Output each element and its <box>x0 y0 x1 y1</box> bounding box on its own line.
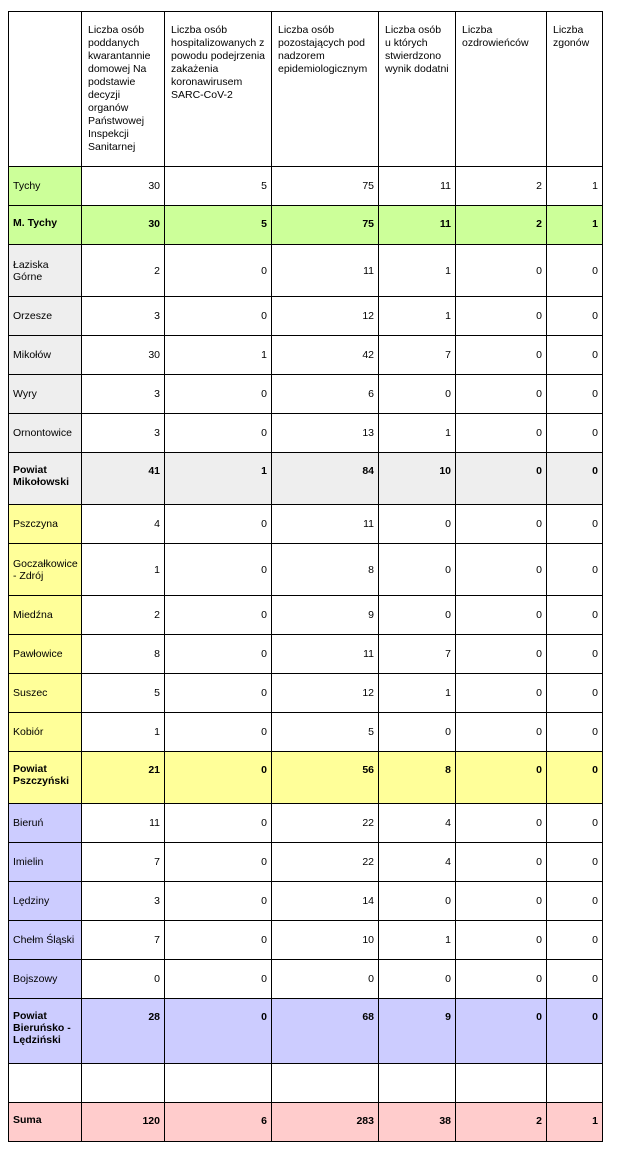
value-cell: 0 <box>547 414 603 453</box>
covid-statistics-table <box>8 11 603 1142</box>
value-cell: 0 <box>547 453 603 505</box>
value-cell: 30 <box>82 206 165 245</box>
header-positive: Liczba osób u których stwierdzono wynik dodatni <box>379 12 456 167</box>
row-label: Chełm Śląski <box>9 921 82 960</box>
value-cell: 0 <box>456 713 547 752</box>
value-cell: 2 <box>456 1103 547 1142</box>
header-cell-empty <box>9 12 82 167</box>
value-cell: 84 <box>272 453 379 505</box>
value-cell: 1 <box>165 453 272 505</box>
summary-row <box>9 453 603 505</box>
value-cell: 0 <box>456 635 547 674</box>
table-row <box>9 843 603 882</box>
value-cell: 0 <box>165 635 272 674</box>
row-label: Lędziny <box>9 882 82 921</box>
value-cell <box>547 1064 603 1103</box>
value-cell: 0 <box>165 960 272 999</box>
value-cell: 0 <box>165 674 272 713</box>
row-label: Miedźna <box>9 596 82 635</box>
value-cell: 1 <box>547 206 603 245</box>
value-cell: 0 <box>456 596 547 635</box>
value-cell: 0 <box>456 999 547 1064</box>
value-cell: 0 <box>379 960 456 999</box>
row-label: Goczałkowice - Zdrój <box>9 544 82 596</box>
value-cell: 0 <box>547 752 603 804</box>
value-cell: 1 <box>165 336 272 375</box>
value-cell: 0 <box>165 843 272 882</box>
value-cell: 56 <box>272 752 379 804</box>
row-label: Wyry <box>9 375 82 414</box>
value-cell: 2 <box>456 206 547 245</box>
value-cell: 0 <box>456 674 547 713</box>
summary-row <box>9 999 603 1064</box>
header-supervision: Liczba osób pozostających pod nadzorem epidemiologicznym <box>272 12 379 167</box>
header-quarantine: Liczba osób poddanych kwarantannie domowej Na podstawie decyzji organów Państwowej Inspekcji Sanitarnej <box>82 12 165 167</box>
row-label: Kobiór <box>9 713 82 752</box>
value-cell: 7 <box>379 635 456 674</box>
value-cell: 11 <box>272 245 379 297</box>
value-cell: 283 <box>272 1103 379 1142</box>
table-row <box>9 245 603 297</box>
value-cell: 22 <box>272 804 379 843</box>
value-cell: 7 <box>82 921 165 960</box>
row-label: Suszec <box>9 674 82 713</box>
row-label: Ornontowice <box>9 414 82 453</box>
value-cell: 1 <box>379 245 456 297</box>
header-deaths: Liczba zgonów <box>547 12 603 167</box>
value-cell: 21 <box>82 752 165 804</box>
value-cell: 0 <box>547 336 603 375</box>
row-label <box>9 1064 82 1103</box>
value-cell: 0 <box>165 245 272 297</box>
value-cell: 1 <box>82 544 165 596</box>
table-row <box>9 544 603 596</box>
value-cell: 30 <box>82 336 165 375</box>
row-label: Powiat Mikołowski <box>9 453 82 505</box>
value-cell: 0 <box>272 960 379 999</box>
value-cell: 10 <box>272 921 379 960</box>
row-label: Powiat Pszczyński <box>9 752 82 804</box>
table-row <box>9 167 603 206</box>
value-cell: 13 <box>272 414 379 453</box>
summary-row <box>9 206 603 245</box>
row-label: Imielin <box>9 843 82 882</box>
value-cell: 3 <box>82 414 165 453</box>
value-cell: 7 <box>82 843 165 882</box>
value-cell: 4 <box>379 804 456 843</box>
value-cell: 0 <box>165 752 272 804</box>
value-cell: 2 <box>456 167 547 206</box>
value-cell: 12 <box>272 674 379 713</box>
value-cell: 0 <box>165 596 272 635</box>
value-cell: 0 <box>547 375 603 414</box>
value-cell: 6 <box>272 375 379 414</box>
value-cell: 12 <box>272 297 379 336</box>
value-cell: 0 <box>547 596 603 635</box>
value-cell: 0 <box>547 245 603 297</box>
table-row <box>9 505 603 544</box>
value-cell: 1 <box>379 414 456 453</box>
value-cell: 120 <box>82 1103 165 1142</box>
value-cell: 68 <box>272 999 379 1064</box>
value-cell: 8 <box>272 544 379 596</box>
value-cell: 0 <box>379 375 456 414</box>
value-cell: 3 <box>82 297 165 336</box>
value-cell: 0 <box>379 596 456 635</box>
header-recovered: Liczba ozdrowieńców <box>456 12 547 167</box>
value-cell: 0 <box>379 882 456 921</box>
value-cell: 0 <box>547 804 603 843</box>
table-row <box>9 960 603 999</box>
value-cell: 22 <box>272 843 379 882</box>
value-cell <box>379 1064 456 1103</box>
table-row <box>9 297 603 336</box>
value-cell: 75 <box>272 206 379 245</box>
value-cell: 6 <box>165 1103 272 1142</box>
value-cell <box>456 1064 547 1103</box>
value-cell: 1 <box>547 167 603 206</box>
summary-row <box>9 1103 603 1142</box>
value-cell: 0 <box>165 882 272 921</box>
value-cell: 1 <box>379 674 456 713</box>
value-cell: 1 <box>82 713 165 752</box>
row-label: Orzesze <box>9 297 82 336</box>
value-cell: 1 <box>547 1103 603 1142</box>
row-label: Tychy <box>9 167 82 206</box>
value-cell: 5 <box>82 674 165 713</box>
table-row <box>9 596 603 635</box>
value-cell: 0 <box>379 505 456 544</box>
value-cell: 0 <box>165 414 272 453</box>
value-cell: 0 <box>456 453 547 505</box>
row-label: Pszczyna <box>9 505 82 544</box>
summary-row <box>9 752 603 804</box>
value-cell: 11 <box>379 206 456 245</box>
value-cell: 8 <box>379 752 456 804</box>
value-cell: 75 <box>272 167 379 206</box>
value-cell: 0 <box>547 960 603 999</box>
value-cell: 1 <box>379 921 456 960</box>
value-cell: 0 <box>456 882 547 921</box>
table-row <box>9 882 603 921</box>
value-cell: 0 <box>547 882 603 921</box>
value-cell: 11 <box>272 635 379 674</box>
value-cell: 5 <box>165 206 272 245</box>
value-cell: 0 <box>165 713 272 752</box>
value-cell: 0 <box>379 713 456 752</box>
value-cell: 1 <box>379 297 456 336</box>
value-cell: 0 <box>456 375 547 414</box>
value-cell: 2 <box>82 596 165 635</box>
value-cell: 11 <box>379 167 456 206</box>
value-cell: 0 <box>456 804 547 843</box>
table-row <box>9 674 603 713</box>
value-cell <box>272 1064 379 1103</box>
value-cell: 0 <box>547 544 603 596</box>
row-label: Powiat Bieruńsko - Lędziński <box>9 999 82 1064</box>
table-row <box>9 635 603 674</box>
value-cell: 0 <box>456 297 547 336</box>
table-row <box>9 713 603 752</box>
value-cell: 11 <box>82 804 165 843</box>
value-cell: 0 <box>547 635 603 674</box>
row-label: Bieruń <box>9 804 82 843</box>
value-cell: 0 <box>456 921 547 960</box>
value-cell: 0 <box>456 960 547 999</box>
value-cell: 8 <box>82 635 165 674</box>
value-cell: 0 <box>456 505 547 544</box>
value-cell: 38 <box>379 1103 456 1142</box>
value-cell: 0 <box>82 960 165 999</box>
value-cell: 0 <box>165 804 272 843</box>
value-cell: 4 <box>82 505 165 544</box>
value-cell: 0 <box>547 297 603 336</box>
row-label: Łaziska Górne <box>9 245 82 297</box>
value-cell: 10 <box>379 453 456 505</box>
value-cell: 0 <box>547 999 603 1064</box>
header-row <box>9 12 603 167</box>
value-cell: 0 <box>456 245 547 297</box>
value-cell: 0 <box>456 843 547 882</box>
row-label: M. Tychy <box>9 206 82 245</box>
value-cell: 0 <box>547 674 603 713</box>
value-cell: 14 <box>272 882 379 921</box>
value-cell: 42 <box>272 336 379 375</box>
value-cell <box>82 1064 165 1103</box>
row-label: Bojszowy <box>9 960 82 999</box>
value-cell: 0 <box>547 505 603 544</box>
table-row <box>9 336 603 375</box>
table-row <box>9 804 603 843</box>
table-row <box>9 414 603 453</box>
value-cell: 0 <box>547 843 603 882</box>
value-cell: 28 <box>82 999 165 1064</box>
value-cell: 2 <box>82 245 165 297</box>
value-cell: 5 <box>272 713 379 752</box>
value-cell: 0 <box>165 544 272 596</box>
value-cell: 0 <box>456 544 547 596</box>
value-cell: 9 <box>379 999 456 1064</box>
value-cell: 4 <box>379 843 456 882</box>
value-cell: 3 <box>82 375 165 414</box>
value-cell: 0 <box>165 375 272 414</box>
table-row <box>9 1064 603 1103</box>
header-hospitalized: Liczba osób hospitalizowanych z powodu podejrzenia zakażenia koronawirusem SARC-CoV-2 <box>165 12 272 167</box>
row-label: Mikołów <box>9 336 82 375</box>
value-cell: 0 <box>165 505 272 544</box>
value-cell: 0 <box>165 297 272 336</box>
value-cell: 3 <box>82 882 165 921</box>
value-cell: 11 <box>272 505 379 544</box>
value-cell: 0 <box>379 544 456 596</box>
value-cell: 0 <box>165 921 272 960</box>
value-cell: 0 <box>456 414 547 453</box>
table-body <box>9 167 603 1142</box>
value-cell: 9 <box>272 596 379 635</box>
value-cell: 5 <box>165 167 272 206</box>
value-cell: 41 <box>82 453 165 505</box>
value-cell: 0 <box>547 713 603 752</box>
value-cell: 0 <box>456 752 547 804</box>
table-row <box>9 921 603 960</box>
table-row <box>9 375 603 414</box>
value-cell: 7 <box>379 336 456 375</box>
value-cell: 0 <box>456 336 547 375</box>
value-cell: 30 <box>82 167 165 206</box>
value-cell <box>165 1064 272 1103</box>
value-cell: 0 <box>165 999 272 1064</box>
row-label: Suma <box>9 1103 82 1142</box>
row-label: Pawłowice <box>9 635 82 674</box>
value-cell: 0 <box>547 921 603 960</box>
